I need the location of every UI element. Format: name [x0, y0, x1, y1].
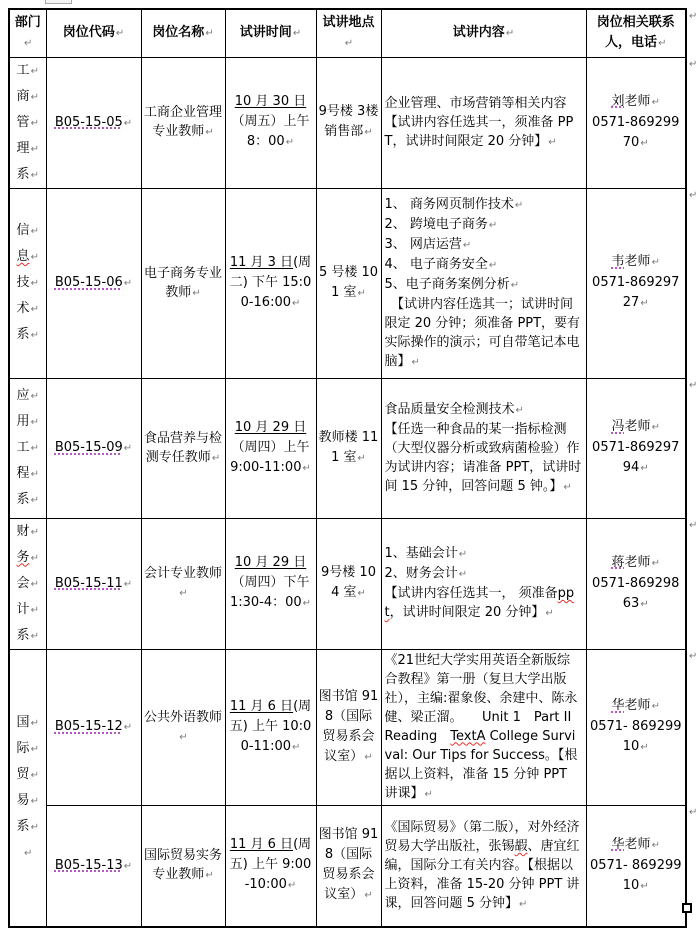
- position-title: 工商企业管理专业教师: [143, 105, 222, 139]
- cell-contact: [586, 188, 686, 378]
- paragraph-mark: ↵: [651, 257, 660, 268]
- department-char: 国: [16, 714, 30, 730]
- paragraph-mark: ↵: [302, 462, 311, 474]
- paragraph-mark: ↵: [30, 469, 39, 480]
- lecture-location: 9号楼 104 室: [321, 565, 376, 600]
- lecture-time-detail: (周二) 下午 15:00-16:00: [229, 254, 312, 310]
- contact-surname: 蒋: [611, 554, 625, 570]
- cell-position-code: [46, 57, 141, 188]
- lecture-date: 11 月 3 日: [229, 254, 294, 270]
- paragraph-mark: ↵: [30, 443, 39, 454]
- paragraph-mark: ↵: [30, 91, 39, 103]
- position-code: B05-15-11: [54, 575, 123, 591]
- cell-lecture-location: [316, 805, 381, 927]
- paragraph-mark: ↵: [30, 417, 39, 428]
- paragraph-mark: ↵: [30, 278, 39, 289]
- table-row: [9, 649, 686, 805]
- position-title: 食品营养与检测专任教师: [143, 430, 222, 465]
- content-paragraph: 4、 电子商务安全↵: [385, 255, 583, 275]
- table-row: [9, 378, 686, 518]
- paragraph-mark: ↵: [30, 169, 39, 181]
- cell-position-title: [141, 518, 225, 649]
- contact-phone: 0571-86929970: [592, 114, 680, 150]
- row-end-mark: ↵: [689, 11, 697, 22]
- row-end-mark: ↵: [689, 59, 697, 70]
- content-paragraph: 【试讲内容任选其一， 须准备ppt，试讲时间限定 20 分钟】↵: [385, 584, 583, 623]
- position-code: B05-15-12: [54, 719, 123, 734]
- cell-lecture-time: [225, 378, 316, 518]
- content-paragraph: 1、基础会计↵: [385, 544, 583, 564]
- paragraph-mark: ↵: [292, 741, 301, 753]
- paragraph-mark: ↵: [179, 588, 188, 599]
- cell-lecture-time: [225, 649, 316, 805]
- department-char: 理: [16, 140, 30, 156]
- row-end-mark: ↵: [689, 380, 697, 391]
- contact-phone-line: [589, 574, 684, 615]
- cell-lecture-location: [316, 649, 381, 805]
- paragraph-mark: ↵: [30, 769, 39, 781]
- paragraph-mark: ↵: [510, 279, 520, 291]
- department-char: 程: [16, 466, 30, 481]
- paragraph-mark: ↵: [123, 117, 133, 129]
- department-char-line: [11, 136, 45, 162]
- contact-surname: 刘: [611, 93, 625, 109]
- cell-lecture-content: [381, 57, 586, 188]
- lecture-time-detail: （周五）上午 8：00: [231, 114, 310, 149]
- contact-phone-line: [589, 856, 684, 897]
- department-char-line: [11, 383, 45, 409]
- paragraph-mark: ↵: [424, 788, 433, 800]
- lecture-location: 9号楼 3楼销售部: [318, 104, 379, 139]
- paragraph-mark: ↵: [30, 717, 39, 729]
- content-paragraph: 企业管理、市场营销等相关内容【试讲内容任选其一，须准备 PPT，试讲时间限定 20 分钟】↵: [385, 94, 583, 152]
- column-header-1: [46, 9, 141, 57]
- cell-contact: [586, 518, 686, 649]
- paragraph-mark: ↵: [211, 452, 221, 464]
- cell-lecture-time: [225, 805, 316, 927]
- paragraph-mark: ↵: [30, 495, 39, 506]
- paragraph-mark: ↵: [287, 880, 297, 892]
- cell-lecture-time: [225, 57, 316, 188]
- contact-phone: 0571- 86929910: [589, 719, 682, 754]
- spellcheck-flag: 嘏: [514, 838, 528, 854]
- department-char: 系: [16, 492, 30, 507]
- paragraph-mark: ↵: [357, 287, 366, 299]
- paragraph-mark: ↵: [545, 608, 554, 619]
- department-char: 工: [16, 440, 30, 455]
- cell-position-code: [46, 518, 141, 649]
- content-paragraph: 3、 网店运营↵: [385, 235, 583, 255]
- contact-surname: 冯: [611, 419, 625, 434]
- lecture-time-detail: (周五) 上午 9:00-10:00: [229, 837, 312, 893]
- cell-lecture-location: [316, 57, 381, 188]
- contact-phone-line: [589, 273, 684, 314]
- column-header-label: 试讲时间: [239, 24, 292, 40]
- paragraph-mark: ↵: [488, 259, 498, 271]
- cell-department: [9, 378, 46, 518]
- contact-name-line: [589, 696, 684, 717]
- position-title: 会计专业教师: [143, 566, 222, 581]
- paragraph-mark: ↵: [30, 252, 39, 263]
- paragraph-mark: ↵: [292, 27, 302, 39]
- department-char-line: [11, 110, 45, 136]
- department-char-line: [11, 435, 45, 461]
- department-char: 工: [16, 62, 30, 78]
- paragraph-mark: ↵: [123, 722, 133, 733]
- paragraph-mark: ↵: [24, 847, 33, 859]
- cell-contact: [586, 805, 686, 927]
- header-row: [9, 9, 686, 57]
- contact-phone: 0571-86929727: [592, 275, 680, 310]
- paragraph-mark: ↵: [488, 219, 498, 231]
- cell-department: [9, 57, 46, 188]
- lecture-time-detail: （周四）下午 1:30-4：00: [229, 575, 310, 610]
- contact-surname: 华: [611, 698, 625, 713]
- cell-position-code: [46, 378, 141, 518]
- department-char-line: [11, 597, 45, 623]
- content-paragraph: 食品质量安全检测技术↵: [385, 400, 583, 420]
- paragraph-mark: ↵: [30, 65, 39, 77]
- department-char: 用: [16, 414, 30, 429]
- paragraph-mark: ↵: [30, 821, 39, 833]
- row-end-mark: ↵: [689, 807, 697, 818]
- column-header-2: [141, 9, 225, 57]
- department-char-line: [11, 461, 45, 487]
- cell-position-title: [141, 805, 225, 927]
- column-header-label: 试讲内容: [452, 24, 505, 40]
- position-title: 电子商务专业教师: [143, 265, 222, 300]
- department-char: 信: [16, 223, 30, 238]
- cell-lecture-time: [225, 188, 316, 378]
- column-header-label: 部门: [14, 14, 41, 30]
- department-char: 管: [16, 114, 30, 130]
- department-char-line: [11, 762, 45, 788]
- contact-phone: 0571-86929863: [592, 575, 680, 611]
- paragraph-mark: ↵: [30, 330, 39, 341]
- paragraph-mark: ↵: [302, 598, 312, 609]
- paragraph-mark: ↵: [123, 443, 133, 454]
- cell-lecture-time: [225, 518, 316, 649]
- paragraph-mark: ↵: [411, 356, 420, 368]
- department-char-line: [11, 244, 45, 270]
- cell-contact: [586, 378, 686, 518]
- cell-lecture-content: [381, 188, 586, 378]
- department-char-line: [11, 409, 45, 435]
- position-code: B05-15-06: [54, 275, 123, 290]
- contact-name-rest: 老师: [624, 254, 651, 269]
- table-row: [9, 518, 686, 649]
- department-char: 易: [16, 792, 30, 808]
- paragraph-mark: ↵: [640, 137, 649, 149]
- paragraph-mark: ↵: [651, 839, 660, 851]
- paragraph-mark: ↵: [505, 27, 515, 39]
- department-char: 系: [16, 327, 30, 342]
- position-code: B05-15-05: [54, 114, 123, 130]
- paragraph-mark: ↵: [24, 37, 33, 49]
- column-header-3: [225, 9, 316, 57]
- cell-lecture-content: [381, 518, 586, 649]
- cell-lecture-location: [316, 188, 381, 378]
- paragraph-mark: ↵: [458, 569, 468, 580]
- lecture-location: 5 号楼 101 室: [318, 264, 379, 300]
- lecture-location: 图书馆 918（国际贸易系会议室）: [318, 827, 379, 903]
- paragraph-mark: ↵: [651, 557, 660, 569]
- lecture-date: 10 月 30 日: [234, 94, 307, 109]
- content-paragraph: 2、 跨境电子商务↵: [385, 215, 583, 235]
- lecture-location: 图书馆 918（国际贸易系会议室）: [318, 688, 379, 764]
- row-end-mark: ↵: [689, 190, 697, 201]
- table-row: [9, 188, 686, 378]
- department-char-line: [11, 623, 45, 649]
- contact-name-rest: 老师: [624, 836, 651, 852]
- table-row: [9, 805, 686, 927]
- department-char: 贸: [16, 766, 30, 782]
- paragraph-mark: ↵: [563, 481, 572, 493]
- cell-lecture-location: [316, 378, 381, 518]
- contact-phone: 0571-86929794: [592, 440, 680, 475]
- contact-phone-line: [589, 113, 684, 154]
- paragraph-mark: ↵: [364, 751, 373, 763]
- empty-paragraph-line: [11, 840, 45, 866]
- contact-name-rest: 老师: [624, 93, 651, 109]
- paragraph-mark: ↵: [30, 578, 39, 590]
- department-char-line: [11, 788, 45, 814]
- spellcheck-flag: TextA: [450, 728, 486, 744]
- department-char: 系: [16, 818, 30, 834]
- paragraph-mark: ↵: [30, 743, 39, 755]
- department-char-line: [11, 571, 45, 597]
- content-paragraph: 5、电子商务案例分析↵: [385, 275, 583, 295]
- column-header-label: 试讲地点: [322, 14, 375, 30]
- cell-department: [9, 188, 46, 378]
- cell-lecture-content: [381, 805, 586, 927]
- department-char-line: [11, 814, 45, 840]
- contact-name-line: [589, 553, 684, 574]
- column-header-4: [316, 9, 381, 57]
- position-title: 国际贸易实务专业教师: [143, 848, 222, 883]
- contact-phone: 0571- 86929910: [589, 857, 682, 893]
- department-char: 息: [16, 249, 30, 264]
- department-char-line: [11, 270, 45, 296]
- paragraph-mark: ↵: [640, 598, 649, 610]
- column-header-5: [381, 9, 586, 57]
- department-char: 际: [16, 740, 30, 756]
- column-header-label: 岗位代码: [62, 24, 115, 40]
- paragraph-mark: ↵: [30, 143, 39, 155]
- paragraph-mark: ↵: [285, 137, 295, 148]
- paragraph-mark: ↵: [30, 630, 39, 642]
- department-char: 应: [16, 388, 30, 403]
- cell-position-title: [141, 649, 225, 805]
- department-char: 财: [16, 523, 30, 539]
- paragraph-mark: ↵: [364, 127, 373, 138]
- row-end-mark: ↵: [689, 651, 697, 662]
- table-header: [9, 9, 686, 57]
- contact-surname: 华: [611, 836, 625, 852]
- cell-department: [9, 649, 46, 927]
- paragraph-mark: ↵: [548, 136, 557, 148]
- paragraph-mark: ↵: [30, 604, 39, 616]
- schedule-table: [8, 8, 687, 928]
- cell-lecture-content: [381, 649, 586, 805]
- department-char-line: [11, 162, 45, 188]
- lecture-location: 教师楼 111 室: [318, 429, 379, 465]
- column-header-0: [9, 9, 46, 57]
- paragraph-mark: ↵: [344, 37, 354, 49]
- department-char-line: [11, 84, 45, 110]
- cell-lecture-location: [316, 518, 381, 649]
- department-char-line: [11, 487, 45, 513]
- department-char: 务: [16, 549, 30, 565]
- paragraph-mark: ↵: [640, 298, 649, 309]
- table-row: [9, 57, 686, 188]
- lecture-date: 11 月 6 日: [229, 698, 294, 714]
- cell-position-code: [46, 649, 141, 805]
- paragraph-mark: ↵: [640, 463, 649, 474]
- cell-department: [9, 518, 46, 649]
- content-paragraph: 1、 商务网页制作技术↵: [385, 195, 583, 215]
- paragraph-mark: ↵: [519, 898, 528, 910]
- department-char-line: [11, 545, 45, 571]
- paragraph-mark: ↵: [192, 287, 201, 299]
- position-title: 公共外语教师: [143, 709, 222, 725]
- position-code: B05-15-09: [54, 440, 123, 455]
- paragraph-mark: ↵: [115, 27, 125, 39]
- cropped-ui-artifact: [45, 0, 72, 4]
- department-char: 会: [16, 575, 30, 591]
- department-char: 系: [16, 627, 30, 643]
- paragraph-mark: ↵: [179, 731, 188, 743]
- contact-name-line: [589, 252, 684, 273]
- contact-phone-line: [589, 438, 684, 479]
- contact-name-rest: 老师: [624, 698, 651, 713]
- paragraph-mark: ↵: [458, 549, 468, 560]
- table-body: [9, 57, 686, 927]
- paragraph-mark: ↵: [30, 795, 39, 807]
- paragraph-mark: ↵: [205, 127, 214, 138]
- paragraph-mark: ↵: [515, 404, 524, 416]
- paragraph-mark: ↵: [357, 588, 366, 599]
- paragraph-mark: ↵: [514, 199, 524, 211]
- row-end-mark: ↵: [689, 520, 697, 531]
- paragraph-mark: ↵: [30, 117, 39, 129]
- paragraph-mark: ↵: [651, 96, 660, 108]
- cell-contact: [586, 649, 686, 805]
- paragraph-mark: ↵: [651, 701, 660, 712]
- lecture-date: 10 月 29 日: [234, 419, 307, 435]
- paragraph-mark: ↵: [364, 890, 373, 902]
- department-char-line: [11, 519, 45, 545]
- paragraph-mark: ↵: [30, 391, 39, 402]
- department-char-line: [11, 710, 45, 736]
- contact-name-line: [589, 92, 684, 113]
- column-header-label: 岗位相关联系人，电话: [596, 14, 675, 50]
- lecture-time-detail: (周五) 上午 10:00-11:00: [229, 698, 312, 754]
- department-char-line: [11, 58, 45, 84]
- department-char: 系: [16, 166, 30, 182]
- paragraph-mark: ↵: [123, 860, 133, 872]
- paragraph-mark: ↵: [658, 37, 667, 49]
- paragraph-mark: ↵: [30, 526, 39, 538]
- cell-position-title: [141, 57, 225, 188]
- paragraph-mark: ↵: [292, 297, 301, 309]
- paragraph-mark: ↵: [651, 422, 660, 433]
- department-char: 商: [16, 88, 30, 104]
- table-resize-handle[interactable]: [682, 903, 692, 913]
- department-char-line: [11, 218, 45, 244]
- cell-position-code: [46, 805, 141, 927]
- contact-name-rest: 老师: [624, 554, 651, 570]
- lecture-time-detail: （周四）上午 9:00-11:00: [230, 439, 310, 475]
- paragraph-mark: ↵: [205, 27, 214, 39]
- content-paragraph: 《21世纪大学实用英语全新版综合教程》第一册（复旦大学出版社），主编:翟象俊、余建中、陈永健、梁正溜。 Unit 1 Part II Reading TextA College Survival: Our Tips for Success。【根据以上资料，准备 15 分钟 PPT 讲课】↵: [385, 651, 583, 804]
- cell-contact: [586, 57, 686, 188]
- paragraph-mark: ↵: [462, 239, 472, 251]
- contact-name-line: [589, 835, 684, 856]
- department-char-line: [11, 736, 45, 762]
- paragraph-mark: ↵: [123, 578, 133, 590]
- paragraph-mark: ↵: [123, 278, 133, 289]
- department-char: 技: [16, 275, 30, 290]
- position-code: B05-15-13: [54, 857, 123, 873]
- contact-name-line: [589, 417, 684, 438]
- cell-position-code: [46, 188, 141, 378]
- contact-surname: 韦: [611, 254, 625, 269]
- contact-phone-line: [589, 717, 684, 758]
- department-char: 计: [16, 601, 30, 617]
- department-char: 术: [16, 301, 30, 316]
- paragraph-mark: ↵: [30, 226, 39, 237]
- content-paragraph: 【试讲内容任选其一；试讲时间限定 20 分钟；须准备 PPT，要有实际操作的演示；可自带笔记本电脑】↵: [385, 295, 583, 372]
- paragraph-mark: ↵: [640, 880, 649, 892]
- cell-position-title: [141, 188, 225, 378]
- column-header-6: [586, 9, 686, 57]
- cell-lecture-content: [381, 378, 586, 518]
- content-paragraph: 【任选一种食品的某一指标检测（大型仪器分析或致病菌检验）作为试讲内容；请准备 PPT，试讲时间 15 分钟，回答问题 5 钟。】↵: [385, 420, 583, 497]
- paragraph-mark: ↵: [30, 552, 39, 564]
- paragraph-mark: ↵: [30, 304, 39, 315]
- department-char-line: [11, 322, 45, 348]
- content-paragraph: 《国际贸易》（第二版），对外经济贸易大学出版社，张锡嘏、唐宜红编，国际分工有关内容。【根据以上资料，准备 15-20 分钟 PPT 讲课，回答问题 5 分钟】↵: [385, 818, 583, 914]
- contact-name-rest: 老师: [624, 419, 651, 434]
- paragraph-mark: ↵: [640, 742, 649, 753]
- lecture-date: 11 月 6 日: [229, 837, 294, 853]
- paragraph-mark: ↵: [357, 452, 366, 464]
- column-header-label: 岗位名称: [152, 24, 205, 40]
- spellcheck-flag: ppt: [384, 586, 575, 620]
- paragraph-mark: ↵: [205, 870, 214, 882]
- cell-position-title: [141, 378, 225, 518]
- department-char-line: [11, 296, 45, 322]
- lecture-date: 10 月 29 日: [234, 555, 307, 570]
- content-paragraph: 2、财务会计↵: [385, 564, 583, 584]
